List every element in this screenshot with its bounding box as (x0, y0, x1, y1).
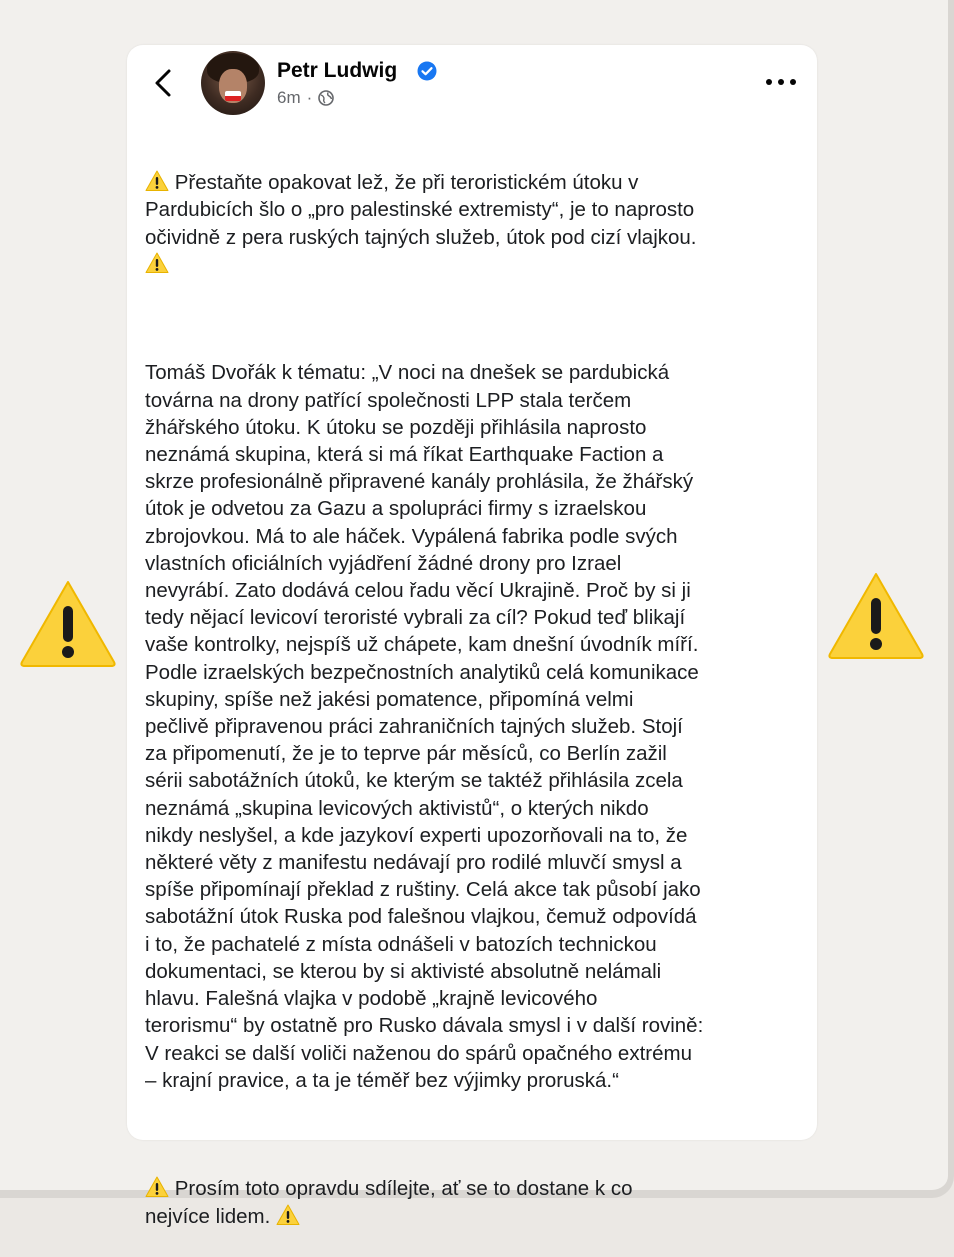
warning-icon (18, 578, 118, 668)
warning-icon (826, 570, 926, 660)
post-paragraph-1 (145, 169, 815, 278)
author-name[interactable]: Petr Ludwig (277, 59, 398, 82)
post-paragraph-3 (145, 1175, 815, 1229)
warning-icon (276, 1204, 300, 1226)
meta-separator: · (306, 88, 313, 107)
post-time[interactable]: 6m (277, 88, 301, 107)
avatar[interactable] (201, 51, 265, 115)
warning-icon (145, 170, 169, 192)
warning-icon (145, 1176, 169, 1198)
paragraph-3-text: Prosím toto opravdu sdílejte, ať se to dostane k co nejvíce lidem. (145, 1177, 633, 1228)
post-meta (277, 88, 334, 108)
verified-badge-icon (417, 61, 437, 81)
globe-icon (318, 90, 334, 106)
warning-icon (145, 252, 169, 274)
chevron-left-icon[interactable] (147, 65, 179, 101)
post-card (127, 45, 817, 1228)
more-dots-icon[interactable] (763, 75, 799, 89)
post-body (145, 142, 815, 1257)
paragraph-1-text: Přestaňte opakovat lež, že při teroristickém útoku v Pardubicích šlo o „pro palestinské extremisty“, je to naprosto očividně z pera ruských tajných služeb, útok pod cizí vlajkou. (145, 171, 697, 249)
post-paragraph-2: Tomáš Dvořák k tématu: „V noci na dnešek se pardubická továrna na drony patřící společnosti LPP stala terčem žhářského útoku. K útoku se později přihlásila naprosto neznámá skupina, která si má říkat Earthquake Faction a skrze profesionálně připravené kanály prohlásila, že žhářský útok je odvetou za Gazu a spolupráci firmy s izraelskou zbrojovkou. Má to ale háček. Vypálená fabrika podle svých vlastních oficiálních vyjádření žádné drony pro Izrael nevyrábí. Zato dodává celou řadu věcí Ukrajině. Proč by si ji tedy nějací levicoví teroristé vybrali za cíl? Pokud teď blikají vaše kontrolky, nejspíš už chápete, kam dnešní úvodník míří. Podle izraelských bezpečnostních analytiků celá komunikace skupiny, spíše než jakési pomatence, připomíná velmi pečlivě připravenou práci zahraničních tajných služeb. Stojí za připomenutí, že je to teprve pár měsíců, co Berlín zažil sérii sabotážních útoků, ke kterým se taktéž přihlásila zcela neznámá „skupina levicových aktivistů“, o kterých nikdo nikdy neslyšel, a kde jazykoví experti upozorňovali na to, že některé věty z manifestu nedávají pro rodilé mluvčí smysl a spíše připomínají překlad z ruštiny. Celá akce tak působí jako sabotážní útok Ruska pod falešnou vlajkou, čemuž odpovídá i to, že pachatelé z místa odnášeli v batozích technickou dokumentaci, se kterou by si aktivisté absolutně nelámali hlavu. Falešná vlajka v podobě „krajně levicového terorismu“ by ostatně pro Rusko dávala smysl i v další rovině: V reakci se další voliči naženou do spárů opačného extrému – krajní pravice, a ta je téměř bez výjimky proruská.“ (145, 361, 704, 1092)
